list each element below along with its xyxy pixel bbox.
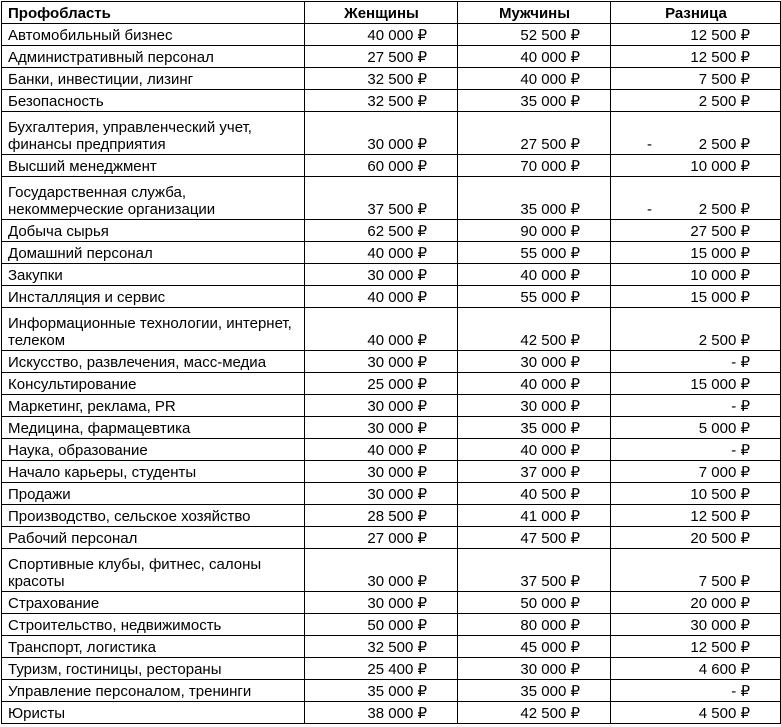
difference-value: - ₽: [731, 442, 750, 459]
difference-value: 2 500 ₽: [698, 332, 750, 349]
header-profession: Профобласть: [2, 2, 305, 24]
men-salary-cell: 45 000 ₽: [458, 636, 611, 658]
profession-cell: Страхование: [2, 592, 305, 614]
profession-cell: Наука, образование: [2, 439, 305, 461]
women-salary-cell: 30 000 ₽: [305, 351, 458, 373]
difference-value: 20 500 ₽: [690, 530, 750, 547]
difference-cell: [611, 680, 781, 702]
women-salary-cell: 35 000 ₽: [305, 680, 458, 702]
men-salary-cell: 55 000 ₽: [458, 242, 611, 264]
difference-value: 2 500 ₽: [698, 201, 750, 218]
men-salary-cell: 35 000 ₽: [458, 177, 611, 220]
women-salary-cell: 62 500 ₽: [305, 220, 458, 242]
table-row: [2, 90, 781, 112]
men-salary-cell: 40 000 ₽: [458, 373, 611, 395]
difference-cell: [611, 636, 781, 658]
difference-value: 10 000 ₽: [690, 267, 750, 284]
difference-cell: [611, 702, 781, 724]
difference-cell: [611, 373, 781, 395]
women-salary-cell: 30 000 ₽: [305, 461, 458, 483]
difference-cell: [611, 417, 781, 439]
profession-cell: Административный персонал: [2, 46, 305, 68]
profession-cell: Инсталляция и сервис: [2, 286, 305, 308]
difference-value: 7 000 ₽: [698, 464, 750, 481]
difference-cell: [611, 242, 781, 264]
profession-cell: Информационные технологии, интернет, телеком: [2, 308, 305, 351]
difference-value: 12 500 ₽: [690, 639, 750, 656]
difference-cell: [611, 24, 781, 46]
difference-value: 12 500 ₽: [690, 49, 750, 66]
women-salary-cell: 32 500 ₽: [305, 636, 458, 658]
header-difference: Разница: [611, 2, 781, 24]
men-salary-cell: 35 000 ₽: [458, 680, 611, 702]
men-salary-cell: 40 000 ₽: [458, 46, 611, 68]
table-row: [2, 592, 781, 614]
men-salary-cell: 52 500 ₽: [458, 24, 611, 46]
table-row: [2, 527, 781, 549]
men-salary-cell: 50 000 ₽: [458, 592, 611, 614]
profession-cell: Медицина, фармацевтика: [2, 417, 305, 439]
women-salary-cell: 40 000 ₽: [305, 242, 458, 264]
table-row: [2, 702, 781, 724]
men-salary-cell: 35 000 ₽: [458, 90, 611, 112]
women-salary-cell: 30 000 ₽: [305, 264, 458, 286]
men-salary-cell: 42 500 ₽: [458, 702, 611, 724]
difference-value: 12 500 ₽: [690, 27, 750, 44]
women-salary-cell: 30 000 ₽: [305, 395, 458, 417]
difference-cell: [611, 658, 781, 680]
negative-sign: -: [647, 201, 652, 218]
profession-cell: Производство, сельское хозяйство: [2, 505, 305, 527]
women-salary-cell: 30 000 ₽: [305, 549, 458, 592]
men-salary-cell: 30 000 ₽: [458, 351, 611, 373]
difference-cell: [611, 592, 781, 614]
difference-cell: [611, 177, 781, 220]
profession-cell: Туризм, гостиницы, рестораны: [2, 658, 305, 680]
women-salary-cell: 30 000 ₽: [305, 112, 458, 155]
difference-cell: [611, 614, 781, 636]
table-row: [2, 177, 781, 220]
table-row: [2, 658, 781, 680]
difference-cell: [611, 155, 781, 177]
women-salary-cell: 40 000 ₽: [305, 439, 458, 461]
difference-cell: [611, 220, 781, 242]
women-salary-cell: 30 000 ₽: [305, 417, 458, 439]
difference-value: - ₽: [731, 683, 750, 700]
table-row: [2, 417, 781, 439]
table-row: [2, 155, 781, 177]
women-salary-cell: 40 000 ₽: [305, 308, 458, 351]
men-salary-cell: 35 000 ₽: [458, 417, 611, 439]
women-salary-cell: 30 000 ₽: [305, 592, 458, 614]
header-men: Мужчины: [458, 2, 611, 24]
table-row: [2, 112, 781, 155]
men-salary-cell: 41 000 ₽: [458, 505, 611, 527]
men-salary-cell: 30 000 ₽: [458, 395, 611, 417]
table-row: [2, 483, 781, 505]
profession-cell: Банки, инвестиции, лизинг: [2, 68, 305, 90]
difference-value: 7 500 ₽: [698, 71, 750, 88]
men-salary-cell: 47 500 ₽: [458, 527, 611, 549]
difference-value: 2 500 ₽: [698, 93, 750, 110]
difference-cell: [611, 439, 781, 461]
profession-cell: Консультирование: [2, 373, 305, 395]
profession-cell: Начало карьеры, студенты: [2, 461, 305, 483]
men-salary-cell: 40 000 ₽: [458, 439, 611, 461]
profession-cell: Домашний персонал: [2, 242, 305, 264]
difference-cell: [611, 549, 781, 592]
profession-cell: Закупки: [2, 264, 305, 286]
women-salary-cell: 27 500 ₽: [305, 46, 458, 68]
men-salary-cell: 27 500 ₽: [458, 112, 611, 155]
difference-cell: [611, 483, 781, 505]
men-salary-cell: 70 000 ₽: [458, 155, 611, 177]
table-row: [2, 68, 781, 90]
profession-cell: Транспорт, логистика: [2, 636, 305, 658]
difference-value: 27 500 ₽: [690, 223, 750, 240]
profession-cell: Строительство, недвижимость: [2, 614, 305, 636]
profession-cell: Юристы: [2, 702, 305, 724]
difference-cell: [611, 286, 781, 308]
difference-cell: [611, 308, 781, 351]
difference-value: 15 000 ₽: [690, 376, 750, 393]
difference-value: 5 000 ₽: [698, 420, 750, 437]
profession-cell: Маркетинг, реклама, PR: [2, 395, 305, 417]
women-salary-cell: 25 000 ₽: [305, 373, 458, 395]
table-row: [2, 220, 781, 242]
difference-value: 4 500 ₽: [698, 705, 750, 722]
women-salary-cell: 60 000 ₽: [305, 155, 458, 177]
profession-cell: Управление персоналом, тренинги: [2, 680, 305, 702]
table-row: [2, 351, 781, 373]
women-salary-cell: 25 400 ₽: [305, 658, 458, 680]
table-row: [2, 439, 781, 461]
table-row: [2, 680, 781, 702]
women-salary-cell: 32 500 ₽: [305, 90, 458, 112]
women-salary-cell: 50 000 ₽: [305, 614, 458, 636]
profession-cell: Искусство, развлечения, масс-медиа: [2, 351, 305, 373]
difference-value: 20 000 ₽: [690, 595, 750, 612]
table-row: [2, 395, 781, 417]
men-salary-cell: 40 000 ₽: [458, 264, 611, 286]
men-salary-cell: 90 000 ₽: [458, 220, 611, 242]
difference-cell: [611, 351, 781, 373]
men-salary-cell: 30 000 ₽: [458, 658, 611, 680]
salary-table: [1, 1, 781, 724]
difference-cell: [611, 68, 781, 90]
profession-cell: Безопасность: [2, 90, 305, 112]
men-salary-cell: 37 000 ₽: [458, 461, 611, 483]
table-row: [2, 614, 781, 636]
table-row: [2, 373, 781, 395]
men-salary-cell: 42 500 ₽: [458, 308, 611, 351]
difference-value: - ₽: [731, 398, 750, 415]
profession-cell: Рабочий персонал: [2, 527, 305, 549]
difference-value: 12 500 ₽: [690, 508, 750, 525]
difference-cell: [611, 461, 781, 483]
men-salary-cell: 55 000 ₽: [458, 286, 611, 308]
profession-cell: Спортивные клубы, фитнес, салоны красоты: [2, 549, 305, 592]
difference-value: 15 000 ₽: [690, 245, 750, 262]
women-salary-cell: 32 500 ₽: [305, 68, 458, 90]
difference-cell: [611, 264, 781, 286]
profession-cell: Продажи: [2, 483, 305, 505]
difference-value: 10 500 ₽: [690, 486, 750, 503]
table-row: [2, 505, 781, 527]
difference-value: 30 000 ₽: [690, 617, 750, 634]
difference-value: 15 000 ₽: [690, 289, 750, 306]
header-row: [2, 2, 781, 24]
women-salary-cell: 27 000 ₽: [305, 527, 458, 549]
women-salary-cell: 37 500 ₽: [305, 177, 458, 220]
difference-cell: [611, 527, 781, 549]
difference-cell: [611, 46, 781, 68]
table-row: [2, 308, 781, 351]
men-salary-cell: 40 000 ₽: [458, 68, 611, 90]
table-row: [2, 636, 781, 658]
difference-value: - ₽: [731, 354, 750, 371]
difference-cell: [611, 112, 781, 155]
difference-value: 10 000 ₽: [690, 158, 750, 175]
profession-cell: Бухгалтерия, управленческий учет, финансы предприятия: [2, 112, 305, 155]
profession-cell: Высший менеджмент: [2, 155, 305, 177]
women-salary-cell: 40 000 ₽: [305, 286, 458, 308]
difference-value: 4 600 ₽: [698, 661, 750, 678]
difference-cell: [611, 505, 781, 527]
men-salary-cell: 40 500 ₽: [458, 483, 611, 505]
women-salary-cell: 40 000 ₽: [305, 24, 458, 46]
table-row: [2, 264, 781, 286]
difference-value: 7 500 ₽: [698, 573, 750, 590]
table-row: [2, 549, 781, 592]
table-row: [2, 286, 781, 308]
profession-cell: Государственная служба, некоммерческие организации: [2, 177, 305, 220]
women-salary-cell: 30 000 ₽: [305, 483, 458, 505]
profession-cell: Автомобильный бизнес: [2, 24, 305, 46]
table-row: [2, 242, 781, 264]
difference-value: 2 500 ₽: [698, 136, 750, 153]
men-salary-cell: 80 000 ₽: [458, 614, 611, 636]
profession-cell: Добыча сырья: [2, 220, 305, 242]
header-women: Женщины: [305, 2, 458, 24]
difference-cell: [611, 395, 781, 417]
women-salary-cell: 28 500 ₽: [305, 505, 458, 527]
table-row: [2, 24, 781, 46]
men-salary-cell: 37 500 ₽: [458, 549, 611, 592]
table-row: [2, 461, 781, 483]
table-row: [2, 46, 781, 68]
women-salary-cell: 38 000 ₽: [305, 702, 458, 724]
negative-sign: -: [647, 136, 652, 153]
difference-cell: [611, 90, 781, 112]
table-body: [2, 24, 781, 724]
